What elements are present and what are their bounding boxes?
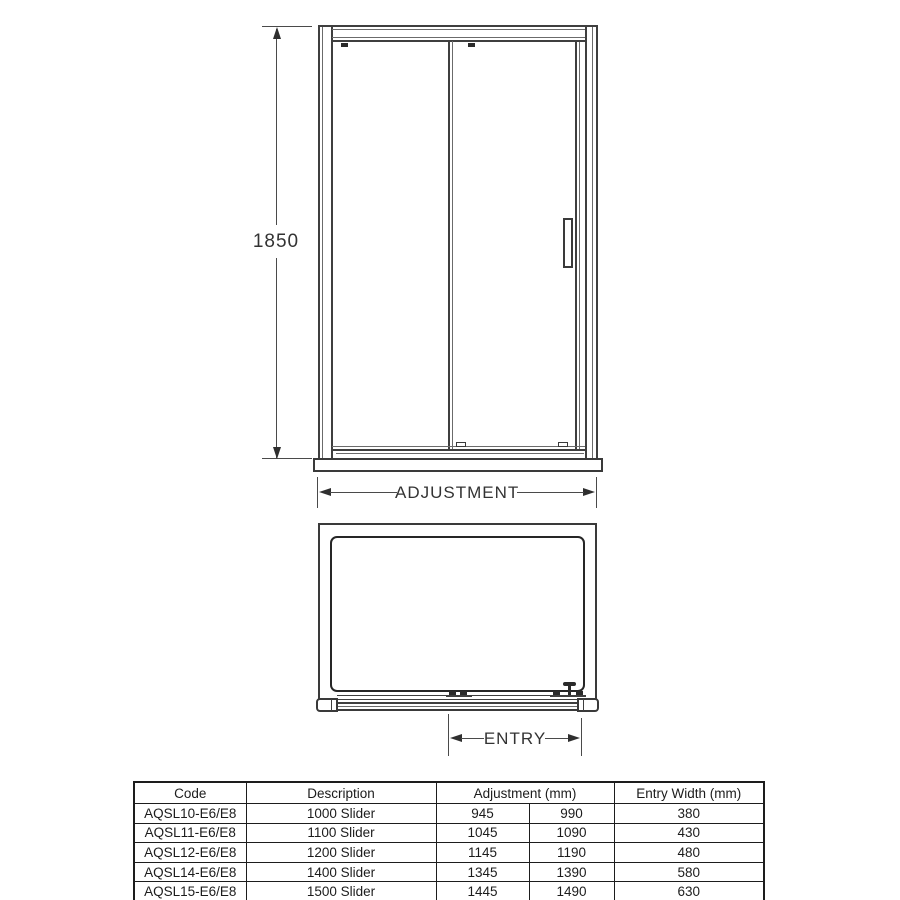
door-stile-line xyxy=(579,41,580,450)
cell-description: 1500 Slider xyxy=(246,882,436,900)
cell-code: AQSL14-E6/E8 xyxy=(134,862,246,882)
bottom-rail-line xyxy=(336,453,584,454)
cell-description: 1000 Slider xyxy=(246,804,436,824)
cell-description: 1200 Slider xyxy=(246,843,436,863)
cell-adj-max: 1190 xyxy=(529,843,614,863)
cell-entry: 380 xyxy=(614,804,764,824)
door-knob-cap xyxy=(563,682,576,686)
arrow-down-icon xyxy=(273,447,281,459)
panel-divider-line xyxy=(448,41,450,449)
cell-description: 1400 Slider xyxy=(246,862,436,882)
col-header-description: Description xyxy=(246,782,436,804)
table-row xyxy=(134,843,764,863)
table-row xyxy=(134,862,764,882)
track-line xyxy=(322,702,593,704)
left-profile-line xyxy=(318,25,320,459)
cell-entry: 480 xyxy=(614,843,764,863)
extension-line xyxy=(317,477,318,508)
corner-block-left xyxy=(316,698,338,712)
spec-table xyxy=(133,781,765,900)
arrow-right-icon xyxy=(583,488,595,496)
extension-line xyxy=(262,458,312,459)
sliding-panel-line xyxy=(337,699,583,700)
left-profile-line xyxy=(322,27,323,458)
col-header-entry-width: Entry Width (mm) xyxy=(614,782,764,804)
roller-bracket-base xyxy=(550,695,586,697)
bottom-roller-tab xyxy=(456,442,466,447)
cell-adj-max: 1390 xyxy=(529,862,614,882)
cell-adj-min: 1345 xyxy=(436,862,529,882)
panel-divider-line xyxy=(452,41,453,449)
tray-inner-rect xyxy=(330,536,585,692)
door-knob-stem xyxy=(568,685,571,695)
adjustment-dimension-label: ADJUSTMENT xyxy=(395,483,520,502)
bottom-rail-line xyxy=(332,449,585,451)
door-stile-line xyxy=(575,41,577,450)
arrow-right-icon xyxy=(568,734,580,742)
door-handle xyxy=(563,218,573,268)
dimension-line xyxy=(330,492,397,493)
right-profile-line xyxy=(596,25,598,459)
roller-bracket-base xyxy=(446,695,472,697)
col-header-code: Code xyxy=(134,782,246,804)
top-rail-line xyxy=(332,29,585,30)
cell-adj-max: 990 xyxy=(529,804,614,824)
dimension-line xyxy=(276,29,277,225)
dimension-line xyxy=(517,492,584,493)
table-row xyxy=(134,882,764,900)
shower-tray-front xyxy=(313,458,603,472)
corner-block-line xyxy=(583,699,584,711)
left-profile-line xyxy=(331,27,333,458)
cell-code: AQSL15-E6/E8 xyxy=(134,882,246,900)
col-header-adjustment: Adjustment (mm) xyxy=(436,782,614,804)
cell-entry: 430 xyxy=(614,823,764,843)
bottom-roller-tab xyxy=(558,442,568,447)
arrow-up-icon xyxy=(273,27,281,39)
top-rail-line xyxy=(332,40,585,42)
cell-adj-min: 945 xyxy=(436,804,529,824)
table-header-row xyxy=(134,782,764,804)
cell-code: AQSL12-E6/E8 xyxy=(134,843,246,863)
extension-line xyxy=(596,477,597,508)
right-profile-line xyxy=(592,27,593,458)
cell-adj-min: 1445 xyxy=(436,882,529,900)
table-row xyxy=(134,823,764,843)
roller-screw xyxy=(341,43,348,47)
dimension-line xyxy=(276,258,277,459)
extension-line xyxy=(448,714,449,756)
spec-table-container xyxy=(133,781,769,900)
top-rail-line xyxy=(318,25,598,27)
roller-screw xyxy=(468,43,475,47)
cell-adj-max: 1490 xyxy=(529,882,614,900)
cell-entry: 630 xyxy=(614,882,764,900)
extension-line xyxy=(262,26,312,27)
table-row xyxy=(134,804,764,824)
top-rail-line xyxy=(332,37,585,38)
cell-adj-min: 1145 xyxy=(436,843,529,863)
right-profile-line xyxy=(585,27,587,458)
entry-dimension-label: ENTRY xyxy=(483,729,547,748)
cell-adj-max: 1090 xyxy=(529,823,614,843)
cell-code: AQSL11-E6/E8 xyxy=(134,823,246,843)
cell-description: 1100 Slider xyxy=(246,823,436,843)
cell-entry: 580 xyxy=(614,862,764,882)
extension-line xyxy=(581,718,582,756)
height-dimension-label: 1850 xyxy=(252,231,300,252)
cell-code: AQSL10-E6/E8 xyxy=(134,804,246,824)
corner-block-line xyxy=(331,699,332,711)
track-line xyxy=(322,706,593,707)
corner-block-right xyxy=(577,698,599,712)
cell-adj-min: 1045 xyxy=(436,823,529,843)
